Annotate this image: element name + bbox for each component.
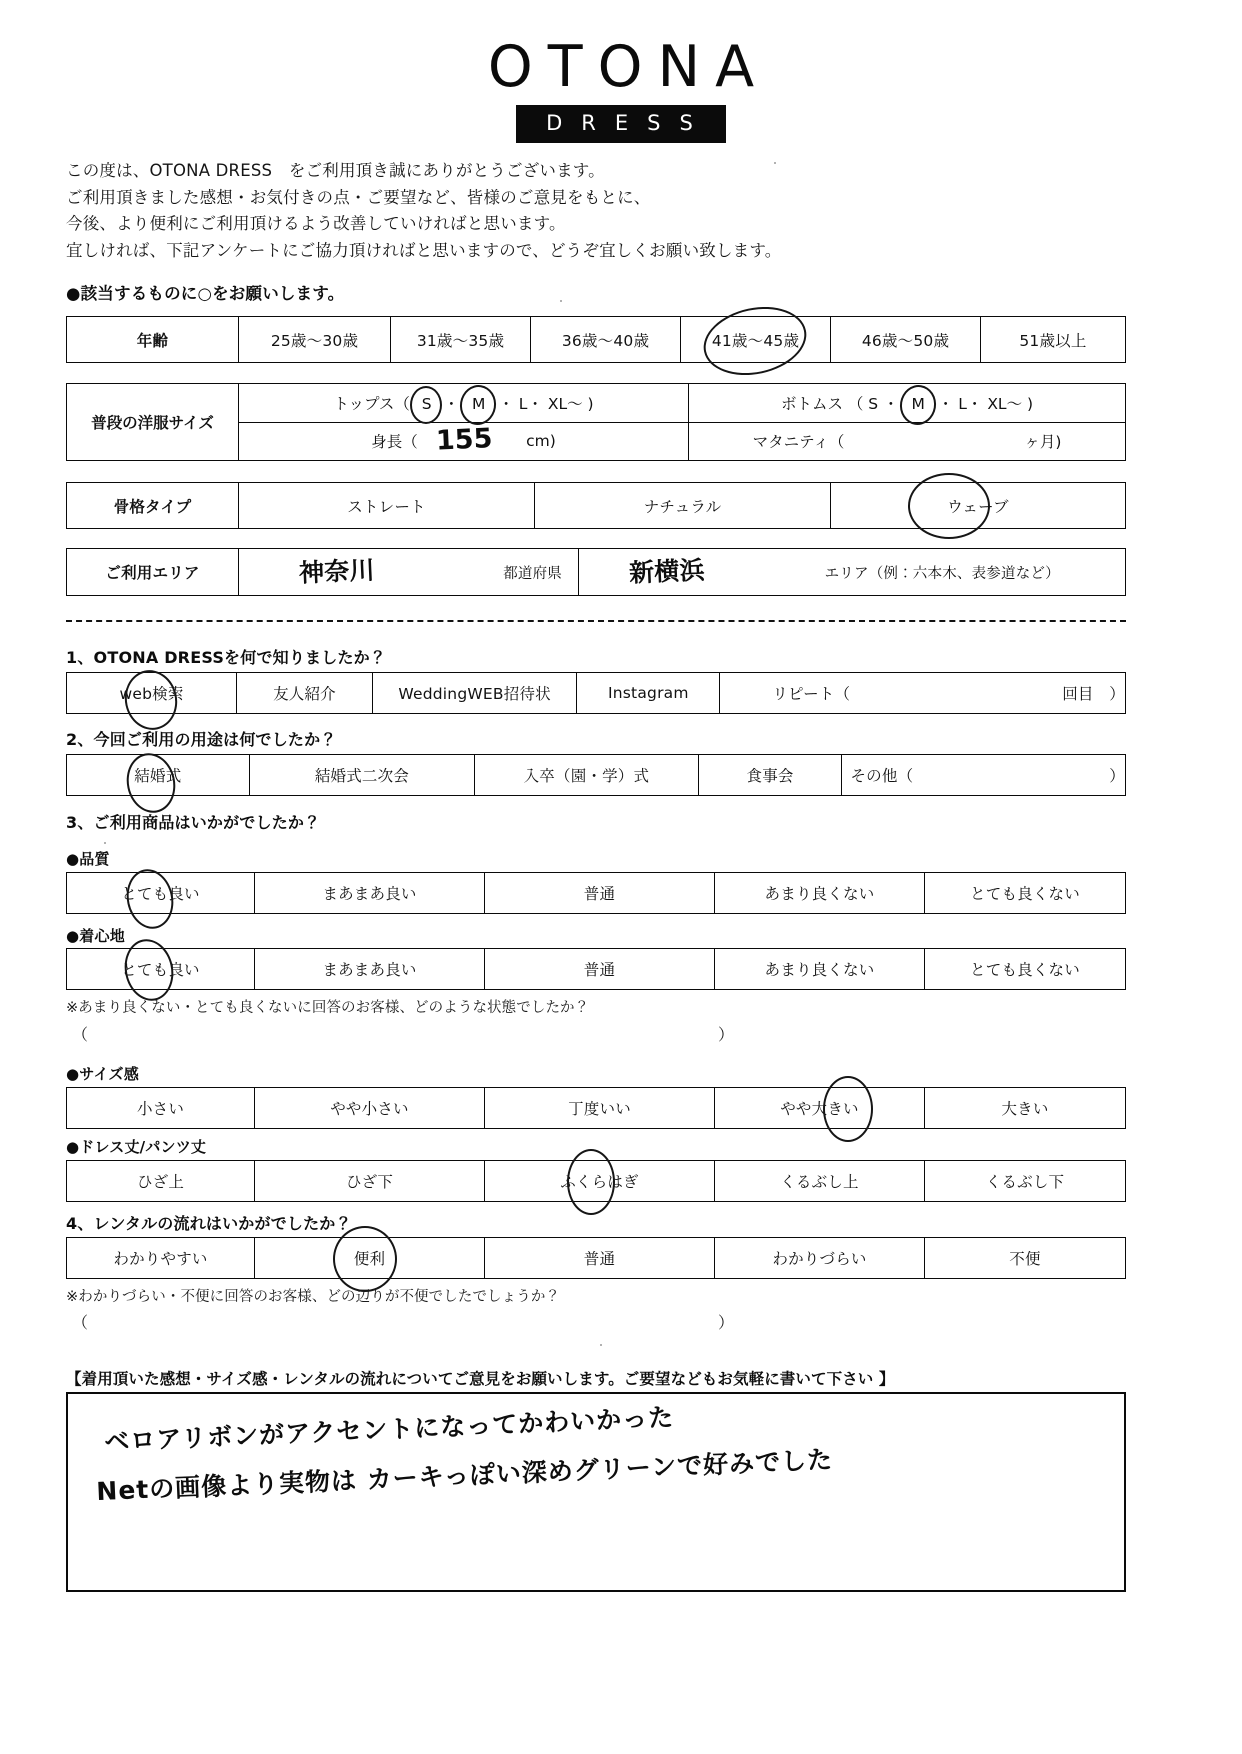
size-option-4-label: 大きい <box>1001 1100 1049 1118</box>
q2-option-1-label: 結婚式二次会 <box>314 767 410 785</box>
q3-length-row <box>66 1160 1126 1202</box>
q4-note: ※わかりづらい・不便に回答のお客様、どの辺りが不便でしたでしょうか？ <box>66 1289 561 1305</box>
body-type-option-2-label: ウェーブ <box>947 497 1009 516</box>
tops-prefix: トップス（ <box>333 394 410 413</box>
tops-rest: ・ L・ XL～ ) <box>498 394 594 413</box>
comfort-option-0-label: とても良い <box>121 961 200 979</box>
prefecture-field[interactable] <box>239 549 579 595</box>
q2-option-3[interactable] <box>699 755 843 795</box>
q3-title: 3、ご利用商品はいかがでしたか？ <box>66 813 321 832</box>
q4-option-0[interactable] <box>67 1238 255 1278</box>
q4-options-row <box>66 1237 1126 1279</box>
maternity-unit: ヶ月) <box>1024 433 1062 452</box>
q3-size-label: ●サイズ感 <box>66 1065 139 1083</box>
size-option-0[interactable] <box>67 1088 255 1128</box>
q2-options-row <box>66 754 1126 796</box>
q4-option-1-label: 便利 <box>353 1250 386 1268</box>
clothing-size-row-top <box>239 384 1125 423</box>
q1-option-0-label: web検索 <box>119 685 184 703</box>
clothing-size-row-bottom <box>239 423 1125 461</box>
body-type-option-0[interactable] <box>239 483 535 528</box>
comfort-option-0[interactable] <box>67 949 255 989</box>
age-option-0[interactable] <box>239 317 391 362</box>
logo-wordmark: OTONA <box>487 34 770 100</box>
age-row <box>66 316 1126 363</box>
q2-title: 2、今回ご利用の用途は何でしたか？ <box>66 730 337 749</box>
quality-option-3-label: あまり良くない <box>764 885 875 903</box>
q4-option-1[interactable] <box>255 1238 485 1278</box>
area-label: ご利用エリア <box>67 549 239 595</box>
height-value: 155 <box>435 422 493 457</box>
q1-option-5-label: 回目 ） <box>1062 685 1126 703</box>
length-option-1[interactable] <box>255 1161 485 1201</box>
size-option-2-label: 丁度いい <box>568 1100 631 1118</box>
quality-option-0[interactable] <box>67 873 255 913</box>
q2-option-1[interactable] <box>250 755 475 795</box>
area-value: 新横浜 <box>628 555 706 588</box>
clothing-size-label: 普段の洋服サイズ <box>67 384 239 460</box>
quality-option-4-label: とても良くない <box>970 885 1080 903</box>
size-option-3-label: やや大きい <box>780 1100 859 1118</box>
maternity-prefix: マタニティ（ <box>752 433 845 452</box>
age-label: 年齢 <box>67 317 239 362</box>
q1-option-4[interactable] <box>720 673 1125 713</box>
q2-option-4[interactable] <box>842 755 1125 795</box>
q2-option-0-label: 結婚式 <box>134 767 182 785</box>
q3-size-row <box>66 1087 1126 1129</box>
q2-option-2-label: 入卒（園・学）式 <box>523 767 650 785</box>
q1-option-0[interactable] <box>67 673 237 713</box>
q4-option-2[interactable] <box>485 1238 715 1278</box>
age-option-1[interactable] <box>391 317 531 362</box>
q4-option-3-label: わかりづらい <box>772 1250 867 1268</box>
q2-option-4-label: その他（ <box>850 767 914 785</box>
length-option-0-label: ひざ上 <box>136 1173 185 1191</box>
q4-option-4[interactable] <box>925 1238 1125 1278</box>
tops-size-m-label: M <box>472 394 486 413</box>
comfort-option-3[interactable] <box>715 949 925 989</box>
q1-option-1-label: 友人紹介 <box>273 685 336 703</box>
q1-option-4-label: リピート（ <box>772 685 851 703</box>
length-option-3[interactable] <box>715 1161 925 1201</box>
q3-length-label: ●ドレス丈/パンツ丈 <box>66 1138 207 1156</box>
prefecture-suffix: 都道府県 <box>503 565 562 582</box>
q3-comfort-open-paren: （ <box>72 1025 89 1044</box>
comfort-option-4-label: とても良くない <box>970 961 1080 979</box>
bottoms-size-field[interactable] <box>689 384 1125 422</box>
size-option-3[interactable] <box>715 1088 925 1128</box>
q1-title: 1、OTONA DRESSを何で知りましたか？ <box>66 648 387 667</box>
q1-option-2-label: WeddingWEB招待状 <box>398 685 551 703</box>
area-field[interactable] <box>579 549 1125 595</box>
body-type-option-0-label: ストレート <box>347 497 426 516</box>
comment-line-2: Netの画像より実物は カーキっぽい深めグリーンで好みでした <box>95 1444 834 1507</box>
brand-logo <box>0 34 1242 143</box>
q3-quality-row <box>66 872 1126 914</box>
age-option-2[interactable] <box>531 317 681 362</box>
q4-title: 4、レンタルの流れはいかがでしたか？ <box>66 1214 352 1233</box>
length-option-1-label: ひざ下 <box>345 1173 394 1191</box>
age-option-5-label: 51歳以上 <box>1019 331 1087 350</box>
size-option-1[interactable] <box>255 1088 485 1128</box>
q4-close-paren: ） <box>718 1313 735 1332</box>
bottoms-prefix: ボトムス （ S ・ <box>780 394 899 413</box>
age-option-3[interactable] <box>681 317 831 362</box>
q3-comfort-close-paren: ） <box>718 1025 735 1044</box>
q3-comfort-note: ※あまり良くない・とても良くないに回答のお客様、どのような状態でしたか？ <box>66 1000 590 1016</box>
area-row <box>66 548 1126 596</box>
bottoms-rest: ・ L・ XL～ ) <box>937 394 1034 413</box>
body-type-label: 骨格タイプ <box>67 483 239 528</box>
age-option-0-label: 25歳～30歳 <box>270 331 359 350</box>
body-type-option-1-label: ナチュラル <box>643 497 722 516</box>
q4-open-paren: （ <box>72 1313 89 1332</box>
quality-option-0-label: とても良い <box>121 885 200 903</box>
tops-size-m[interactable] <box>464 395 498 413</box>
length-option-4-label: くるぶし下 <box>985 1173 1065 1191</box>
size-option-0-label: 小さい <box>136 1100 185 1118</box>
body-type-option-1[interactable] <box>535 483 831 528</box>
q1-option-3[interactable] <box>577 673 720 713</box>
age-option-4[interactable] <box>831 317 981 362</box>
tops-size-field[interactable] <box>239 384 689 422</box>
q1-option-2[interactable] <box>373 673 577 713</box>
size-option-1-label: やや小さい <box>330 1100 409 1118</box>
length-option-3-label: くるぶし上 <box>780 1173 859 1191</box>
quality-option-2[interactable] <box>485 873 715 913</box>
intro-line-3: 今後、より便利にご利用頂けるよう改善していければと思います。 <box>66 214 566 233</box>
area-suffix: エリア（例：六本木、表参道など） <box>824 565 1060 582</box>
intro-line-1: この度は、OTONA DRESS をご利用頂き誠にありがとうございます。 <box>66 161 605 180</box>
intro-line-4: 宜しければ、下記アンケートにご協力頂ければと思いますので、どうぞ宜しくお願い致します。 <box>66 240 782 260</box>
tops-sep: ・ <box>443 394 460 413</box>
length-option-4[interactable] <box>925 1161 1125 1201</box>
body-type-option-2[interactable] <box>831 483 1125 528</box>
length-option-2-label: ふくらはぎ <box>560 1173 639 1191</box>
comfort-option-3-label: あまり良くない <box>764 961 875 979</box>
height-unit: cm) <box>526 432 556 451</box>
size-option-2[interactable] <box>485 1088 715 1128</box>
bottoms-size-m[interactable] <box>904 395 938 413</box>
comment-line-1: ベロアリボンがアクセントになってかわいかった <box>103 1402 675 1457</box>
q1-options-row <box>66 672 1126 714</box>
length-option-2[interactable] <box>485 1161 715 1201</box>
q3-comfort-label: ●着心地 <box>66 927 125 945</box>
q4-option-3[interactable] <box>715 1238 925 1278</box>
scan-speck <box>560 300 562 302</box>
q4-option-4-label: 不便 <box>1009 1250 1041 1268</box>
age-option-2-label: 36歳～40歳 <box>561 331 650 350</box>
maternity-field[interactable] <box>689 423 1125 461</box>
q1-option-3-label: Instagram <box>607 684 689 702</box>
q2-option-5-label: ） <box>1109 767 1125 785</box>
q4-option-2-label: 普通 <box>583 1250 616 1268</box>
quality-option-2-label: 普通 <box>583 885 616 903</box>
age-option-4-label: 46歳～50歳 <box>861 331 950 350</box>
q3-comfort-row <box>66 948 1126 990</box>
q2-option-2[interactable] <box>475 755 699 795</box>
comfort-option-2[interactable] <box>485 949 715 989</box>
height-prefix: 身長（ <box>371 433 418 452</box>
intro-line-2: ご利用頂きました感想・お気付きの点・ご要望など、皆様のご意見をもとに、 <box>66 187 651 207</box>
age-option-3-label: 41歳～45歳 <box>711 331 800 350</box>
q2-option-0[interactable] <box>67 755 250 795</box>
scan-speck <box>104 842 106 844</box>
scan-speck <box>600 1344 602 1346</box>
comfort-option-2-label: 普通 <box>583 961 616 979</box>
instruction-text: ●該当するものに○をお願いします。 <box>66 284 345 303</box>
comment-title: 【着用頂いた感想・サイズ感・レンタルの流れについてご意見をお願いします。ご要望などもお気軽に書いて下さい 】 <box>66 1370 895 1388</box>
q4-option-0-label: わかりやすい <box>113 1250 208 1268</box>
quality-option-3[interactable] <box>715 873 925 913</box>
age-option-1-label: 31歳～35歳 <box>416 331 505 350</box>
intro-paragraph <box>66 158 1126 264</box>
q3-quality-label: ●品質 <box>66 850 110 868</box>
section-divider <box>66 620 1126 622</box>
clothing-size-block <box>66 383 1126 461</box>
quality-option-4[interactable] <box>925 873 1125 913</box>
comment-box[interactable] <box>66 1392 1126 1592</box>
body-type-row <box>66 482 1126 529</box>
quality-option-1-label: まあまあ良い <box>322 885 417 903</box>
q2-option-3-label: 食事会 <box>746 767 794 785</box>
comfort-option-1[interactable] <box>255 949 485 989</box>
tops-size-s[interactable] <box>415 395 444 413</box>
logo-subwordmark: DRESS <box>516 105 726 143</box>
comfort-option-1-label: まあまあ良い <box>322 961 417 979</box>
size-option-4[interactable] <box>925 1088 1125 1128</box>
quality-option-1[interactable] <box>255 873 485 913</box>
height-field[interactable] <box>239 423 689 461</box>
bottoms-size-m-label: M <box>911 394 925 413</box>
comfort-option-4[interactable] <box>925 949 1125 989</box>
scan-speck <box>774 162 776 164</box>
tops-size-s-label: S <box>421 394 432 413</box>
age-option-5[interactable] <box>981 317 1125 362</box>
length-option-0[interactable] <box>67 1161 255 1201</box>
prefecture-value: 神奈川 <box>298 555 376 588</box>
q1-option-1[interactable] <box>237 673 373 713</box>
